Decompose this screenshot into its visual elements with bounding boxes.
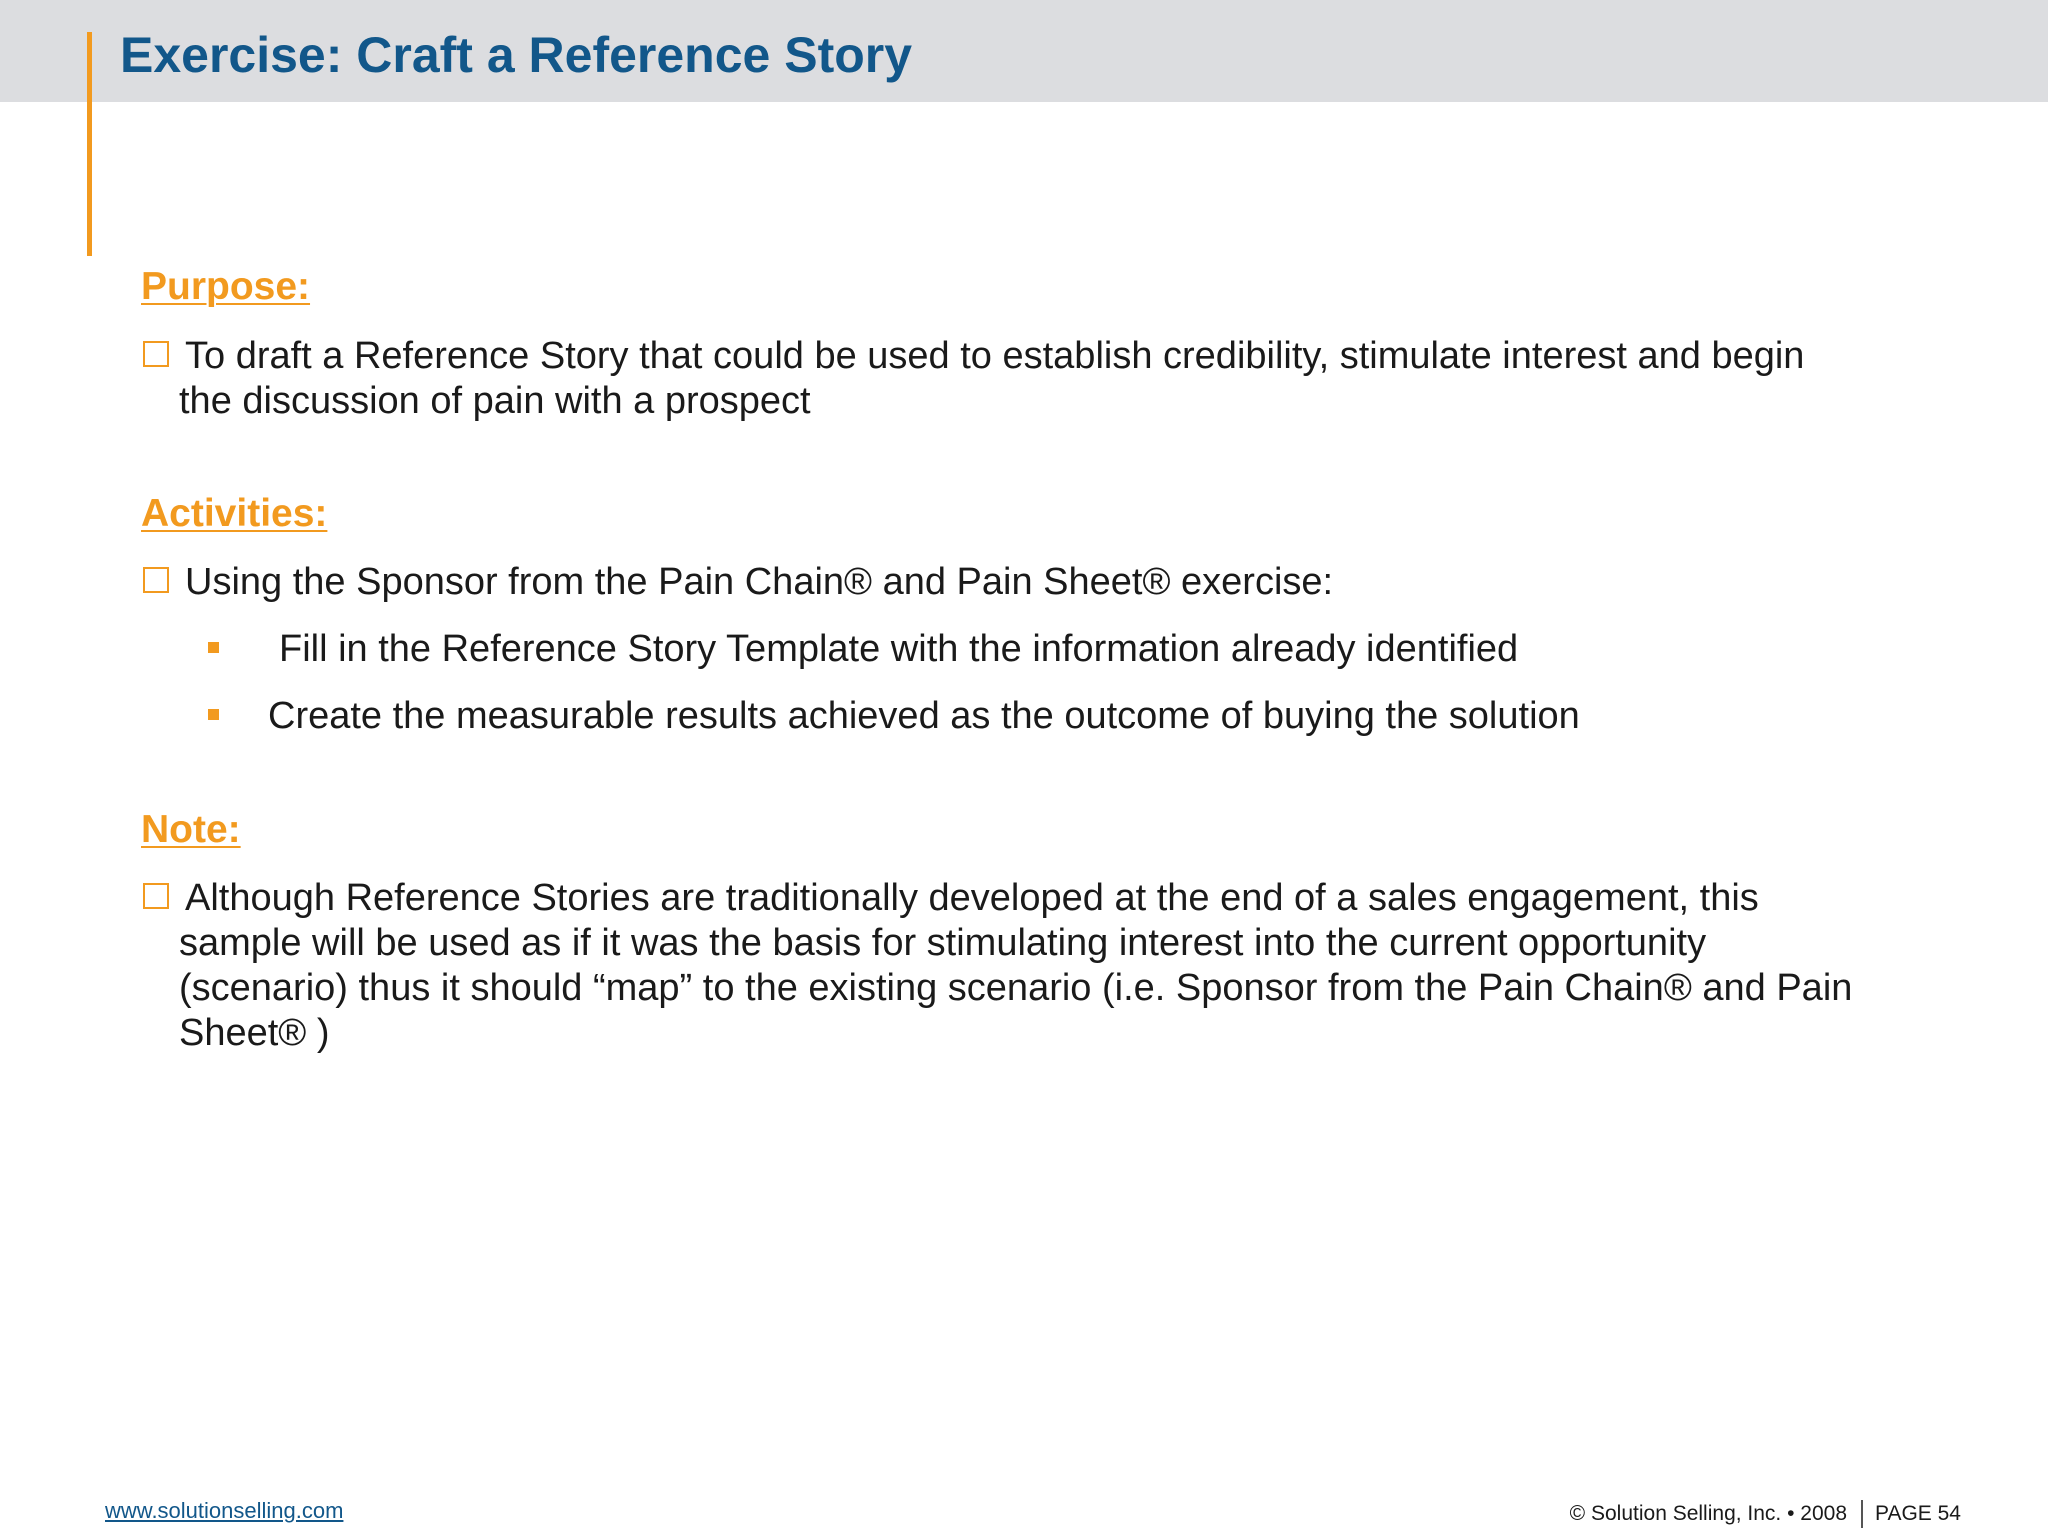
note-item bbox=[143, 876, 1943, 1056]
note-text-line2: sample will be used as if it was the basis for stimulating interest into the current opportunity bbox=[179, 922, 1707, 964]
note-text-line1: Although Reference Stories are traditionally developed at the end of a sales engagement, this bbox=[185, 877, 1759, 919]
page-number: PAGE 54 bbox=[1875, 1502, 1961, 1525]
square-bullet-icon bbox=[208, 642, 219, 653]
purpose-text-line2: the discussion of pain with a prospect bbox=[179, 380, 811, 422]
purpose-text-line1: To draft a Reference Story that could be used to establish credibility, stimulate interest and begin bbox=[185, 335, 1805, 377]
copyright-text: © Solution Selling, Inc. • 2008 bbox=[1569, 1502, 1847, 1525]
footer-info bbox=[1570, 1500, 1961, 1528]
activities-subitem-2: Create the measurable results achieved as the outcome of buying the solution bbox=[268, 695, 1580, 737]
accent-bar bbox=[87, 32, 92, 256]
checkbox-icon bbox=[143, 567, 169, 593]
activities-heading: Activities: bbox=[141, 492, 328, 535]
website-link[interactable]: www.solutionselling.com bbox=[105, 1498, 344, 1523]
activities-item bbox=[143, 560, 1943, 605]
note-text-line3: (scenario) thus it should “map” to the existing scenario (i.e. Sponsor from the Pain Chain® and Pain bbox=[179, 967, 1853, 1009]
footer-divider bbox=[1861, 1500, 1863, 1528]
checkbox-icon bbox=[143, 883, 169, 909]
square-bullet-icon bbox=[208, 709, 219, 720]
checkbox-icon bbox=[143, 341, 169, 367]
activities-text: Using the Sponsor from the Pain Chain® and Pain Sheet® exercise: bbox=[185, 561, 1334, 603]
activities-subitem-1: Fill in the Reference Story Template with the information already identified bbox=[279, 628, 1519, 670]
purpose-item bbox=[143, 334, 1943, 424]
purpose-heading: Purpose: bbox=[141, 265, 311, 308]
page-title: Exercise: Craft a Reference Story bbox=[120, 27, 913, 83]
note-heading: Note: bbox=[141, 808, 241, 851]
note-text-line4: Sheet® ) bbox=[179, 1012, 330, 1054]
